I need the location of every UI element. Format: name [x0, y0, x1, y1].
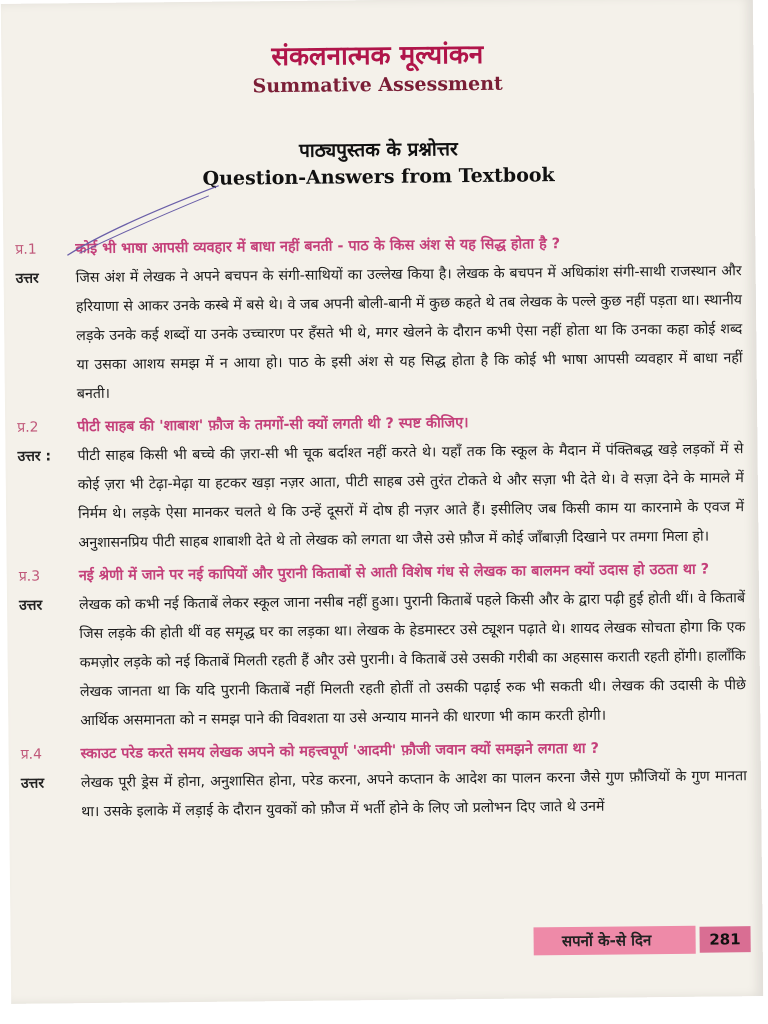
- answer-text: पीटी साहब किसी भी बच्चे की ज़रा-सी भी चूक बर्दाश्त नहीं करते थे। यहाँ तक कि स्कूल के मैदान में पंक्तिबद्ध खड़े लड़कों में से कोई ज़रा भी टेढ़ा-मेढ़ा या हटकर खड़ा नज़र आता, पीटी साहब उसे तुरंत टोकते थे और सज़ा भी देते थे। वे सज़ा देने के मामले में निर्मम थे। लड़के ऐसा मानकर चलते थे कि उन्हें दूसरों में दोष ही नज़र आते हैं। इसीलिए जब किसी काम या कारनामे के एवज में अनुशासनप्रिय पीटी साहब शाबाशी देते थे तो लेखक को लगता था जैसे उसे फ़ौज में कोई जाँबाज़ी दिखाने पर तमगा मिला हो।: [77, 441, 745, 552]
- answer-label: उत्तर: [20, 775, 45, 792]
- page-footer: [534, 924, 751, 956]
- answer-text: जिस अंश में लेखक ने अपने बचपन के संगी-साथियों का उल्लेख किया है। लेखक के बचपन में अधिकांश संगी-साथी राजस्थान और हरियाणा से आकर उनके कस्बे में बसे थे। वे जब अपनी बोली-बानी में कुछ कहते थे तब लेखक के पल्ले कुछ नहीं पड़ता था। स्थानीय लड़के उनके कई शब्दों या उनके उच्चारण पर हँसते भी थे, मगर खेलने के दौरान कभी ऐसा नहीं होता था कि उनका कहा कोई शब्द या उसका आशय समझ में न आया हो। पाठ के इसी अंश से यह सिद्ध होता है कि कोई भी भाषा आपसी व्यवहार में बाधा नहीं बनती।: [75, 263, 743, 403]
- answer-1: [16, 257, 743, 410]
- answer-text: लेखक को कभी नई किताबें लेकर स्कूल जाना नसीब नहीं हुआ। पुरानी किताबें पहले किसी और के द्वारा पढ़ी हुई होती थीं। वे किताबें जिस लड़के की होती थीं वह समृद्ध घर का लड़का था। लेखक के हेडमास्टर उसे ट्यूशन पढ़ाते थे। शायद लेखक सोचता होगा कि एक कमज़ोर लड़के को नई किताबें मिलती रहती हैं और उसे पुरानी। वे किताबें उसे उसकी गरीबी का अहसास कराती रहती होंगी। हालाँकि लेखक जानता था कि यदि पुरानी किताबें नहीं मिलती रहती होतीं तो उसकी पढ़ाई रुक भी सकती थी। लेखक की उदासी के पीछे आर्थिक असमानता को न समझ पाने की विवशता या उसे अन्याय मानने की धारणा भी काम करती होगी।: [79, 590, 747, 730]
- question-text: नई श्रेणी में जाने पर नई कापियों और पुरानी किताबों से आती विशेष गंध से लेखक का बालमन क्यों उदास हो उठता था ?: [78, 561, 710, 585]
- question-label: प्र.4: [20, 746, 43, 763]
- question-text: स्काउट परेड करते समय लेखक अपने को महत्त्वपूर्ण 'आदमी' फ़ौजी जवान क्यों समझने लगता था ?: [80, 740, 599, 763]
- page-header-english: Summative Assessment: [252, 72, 503, 98]
- book-page: [1, 0, 763, 1004]
- question-label: प्र.1: [15, 241, 37, 258]
- answer-3: [19, 584, 746, 737]
- chapter-title: सपनों के-से दिन: [534, 926, 696, 956]
- section-title-hindi: पाठ्यपुस्तक के प्रश्नोत्तर: [298, 138, 458, 162]
- answer-4: [21, 762, 748, 828]
- question-text: कोई भी भाषा आपसी व्यवहार में बाधा नहीं बनती - पाठ के किस अंश से यह सिद्ध होता है ?: [75, 236, 561, 258]
- section-title-english: Question-Answers from Textbook: [202, 164, 555, 190]
- question-label: प्र.3: [18, 568, 41, 585]
- page-number: 281: [699, 926, 751, 953]
- page-header-hindi: संकलनात्मक मूल्यांकन: [271, 39, 484, 73]
- question-text: पीटी साहब की 'शाबाश' फ़ौज के तमगों-सी क्यों लगती थी ? स्पष्ट कीजिए।: [77, 415, 469, 436]
- answer-text: लेखक पूरी ड्रेस में होना, अनुशासित होना, परेड करना, अपने कप्तान के आदेश का पालन करना जैसे गुण फ़ौजियों के गुण मानता था। उसके इलाके में लड़ाई के दौरान युवकों को फ़ौज में भर्ती होने के लिए जो प्रलोभन दिए जाते थे उनमें: [80, 768, 747, 821]
- qa-list: [15, 228, 747, 828]
- answer-label: उत्तर: [15, 270, 39, 287]
- answer-label: उत्तर :: [17, 448, 52, 465]
- answer-2: [17, 435, 744, 559]
- pen-scribble-icon: [59, 182, 230, 264]
- answer-label: उत्तर: [19, 597, 43, 614]
- question-label: प्र.2: [17, 419, 39, 436]
